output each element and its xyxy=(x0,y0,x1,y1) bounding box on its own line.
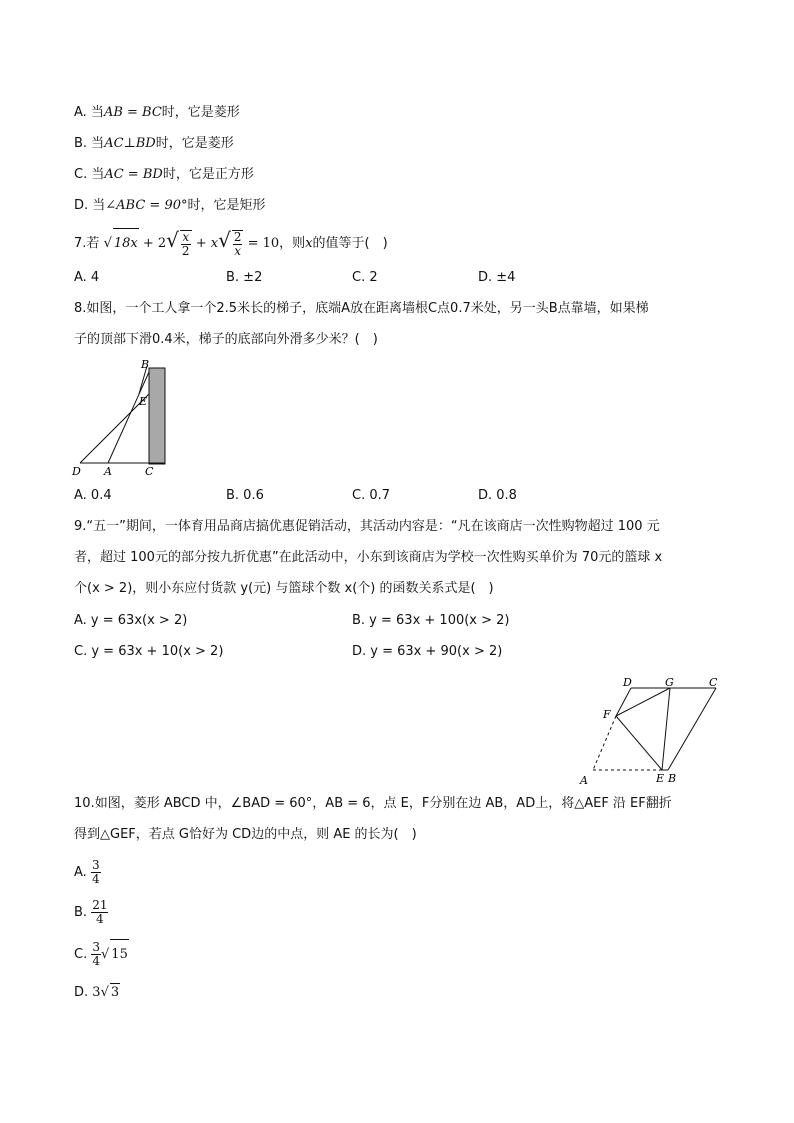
q10-stem-line-1 xyxy=(74,795,672,813)
q10-option-a-num: 3 xyxy=(91,858,100,872)
label-c: C xyxy=(709,676,718,689)
q10-option-d-label: D. xyxy=(74,985,89,1000)
q10-option-d xyxy=(74,983,120,1002)
q8-option-a: A. 0.4 xyxy=(74,488,112,503)
q10-number: 10. xyxy=(74,796,95,811)
q8-stem-line-1 xyxy=(74,300,649,318)
q10-option-c-radical-sign: √ xyxy=(101,947,110,962)
q10-option-a-label: A. xyxy=(74,865,87,880)
q6-option-d-suffix: 时，它是矩形 xyxy=(187,198,266,213)
q10-option-b-den: 4 xyxy=(96,912,104,926)
q8-option-c: C. 0.7 xyxy=(352,488,391,503)
q6-option-b-math: AC⊥BD xyxy=(104,136,156,151)
q9-stem-line-2: 者，超过 100元的部分按九折优惠”在此活动中，小东到该商店为学校一次性购买单价为 70元的篮球 x xyxy=(74,550,663,565)
q7-fraction-1-num: x xyxy=(182,229,190,244)
fold-af-dashed xyxy=(593,716,616,770)
segment-fg xyxy=(616,688,670,716)
q8-stem-line-2: 子的顶部下滑0.4米，梯子的底部向外滑多少米？( ) xyxy=(74,332,378,347)
q7-radical-sign-3: √ xyxy=(218,228,231,252)
q10-option-c-label: C. xyxy=(74,947,88,962)
q6-option-c-prefix: C. 当 xyxy=(74,167,105,182)
q6-option-c-math: AC = BD xyxy=(104,167,163,182)
q6-option-a-math: AB = BC xyxy=(103,105,162,120)
q7-option-d: D. ±4 xyxy=(478,270,516,285)
q6-option-d-math: ∠ABC = 90° xyxy=(105,198,188,213)
q10-option-c xyxy=(74,939,129,970)
q9-line-1: “五一”期间，一体育用品商店搞优惠促销活动，其活动内容是：“凡在该商店一次性购物超过 100 元 xyxy=(86,519,660,534)
q7-fraction-1-den: 2 xyxy=(181,243,190,258)
q6-option-b-prefix: B. 当 xyxy=(74,136,105,151)
q7-stem-mid: ，则 xyxy=(279,236,306,251)
q10-option-d-radical-sign: √ xyxy=(100,985,109,1000)
q8-line-1: 如图，一个工人拿一个2.5米长的梯子，底端A放在距离墙根C点0.7米处，另一头B点靠墙，如果梯 xyxy=(86,301,649,316)
q10-option-c-radicand: 15 xyxy=(110,939,129,970)
q6-option-c-suffix: 时，它是正方形 xyxy=(162,167,254,182)
q7-option-c: C. 2 xyxy=(352,270,378,285)
q7-fraction-2-den: x xyxy=(234,243,242,258)
q6-option-b-suffix: 时，它是菱形 xyxy=(155,136,234,151)
q10-option-b-fraction xyxy=(91,899,108,926)
q10-option-d-radicand: 3 xyxy=(110,985,120,1000)
q7-stem-suffix: 的值等于( ) xyxy=(312,236,388,251)
q8-ladder-figure xyxy=(70,356,180,476)
side-cb xyxy=(668,688,716,770)
q7-option-a: A. 4 xyxy=(74,270,100,285)
segment-ge xyxy=(662,688,670,770)
label-a: A xyxy=(580,774,588,787)
label-d: D xyxy=(623,676,632,689)
q7-radical-sign-1: √ xyxy=(103,236,112,251)
q7-equals: = 10 xyxy=(247,236,280,251)
label-b: B xyxy=(668,772,677,785)
label-g: G xyxy=(665,676,674,689)
q10-option-b-num: 21 xyxy=(92,898,108,912)
q9-stem-line-3: 个(x > 2)，则小东应付货款 y(元) 与篮球个数 x(个) 的函数关系式是( ) xyxy=(74,581,494,596)
segment-fe xyxy=(616,716,662,770)
q6-option-a-prefix: A. 当 xyxy=(74,105,104,120)
q10-option-c-fraction xyxy=(91,941,101,968)
q10-stem-line-2: 得到△GEF，若点 G恰好为 CD边的中点，则 AE 的长为( ) xyxy=(74,827,417,842)
q9-stem-line-1 xyxy=(74,518,660,536)
q9-option-b: B. y = 63x + 100(x > 2) xyxy=(352,613,510,628)
q7-option-b: B. ±2 xyxy=(226,270,263,285)
q7-fraction-1 xyxy=(180,230,192,258)
label-d: D xyxy=(72,465,81,476)
q10-option-b-label: B. xyxy=(74,905,88,920)
q7-var: x xyxy=(305,236,313,251)
q9-option-d: D. y = 63x + 90(x > 2) xyxy=(352,644,503,659)
q10-option-a-den: 4 xyxy=(91,872,100,886)
q7-stem xyxy=(74,225,388,259)
q10-option-a-fraction xyxy=(91,859,101,886)
q9-option-a: A. y = 63x(x > 2) xyxy=(74,613,188,628)
q6-option-b xyxy=(74,135,234,153)
label-e: E xyxy=(656,772,665,785)
q8-option-b: B. 0.6 xyxy=(226,488,264,503)
q10-option-c-num: 3 xyxy=(92,940,100,954)
q7-plus-1: + 2 xyxy=(142,236,167,251)
q7-number: 7. xyxy=(74,236,87,251)
q10-option-b xyxy=(74,898,108,928)
q10-line-1: 如图，菱形 ABCD 中，∠BAD = 60°，AB = 6，点 E，F分别在边 AB，AD上，将△AEF 沿 EF翻折 xyxy=(94,796,672,811)
q6-option-a-suffix: 时，它是菱形 xyxy=(161,105,240,120)
q8-number: 8. xyxy=(74,301,87,316)
q6-option-a xyxy=(74,104,240,122)
label-c: C xyxy=(145,465,154,476)
q7-plus-2: + x xyxy=(195,236,219,251)
q10-rhombus-figure xyxy=(578,676,728,788)
q9-number: 9. xyxy=(74,519,87,534)
label-f: F xyxy=(603,708,611,721)
q10-option-d-coef: 3 xyxy=(92,985,101,1000)
wall xyxy=(149,368,165,464)
q7-stem-prefix: 若 xyxy=(86,236,100,251)
q7-radicand-1: 18x xyxy=(113,228,139,259)
q6-option-d xyxy=(74,197,266,215)
q7-fraction-2 xyxy=(232,230,244,258)
q7-radical-sign-2: √ xyxy=(166,228,179,252)
q7-fraction-2-num: 2 xyxy=(233,229,242,244)
q6-option-d-prefix: D. 当 xyxy=(74,198,106,213)
ladder-original xyxy=(108,372,149,463)
q9-option-c: C. y = 63x + 10(x > 2) xyxy=(74,644,224,659)
label-e: E xyxy=(139,395,148,408)
q10-option-a xyxy=(74,858,101,888)
q8-option-d: D. 0.8 xyxy=(478,488,517,503)
rhombus-outline xyxy=(593,688,716,770)
label-a: A xyxy=(104,465,112,476)
q6-option-c xyxy=(74,166,254,184)
q10-option-c-den: 4 xyxy=(92,954,100,968)
label-b: B xyxy=(141,358,150,371)
